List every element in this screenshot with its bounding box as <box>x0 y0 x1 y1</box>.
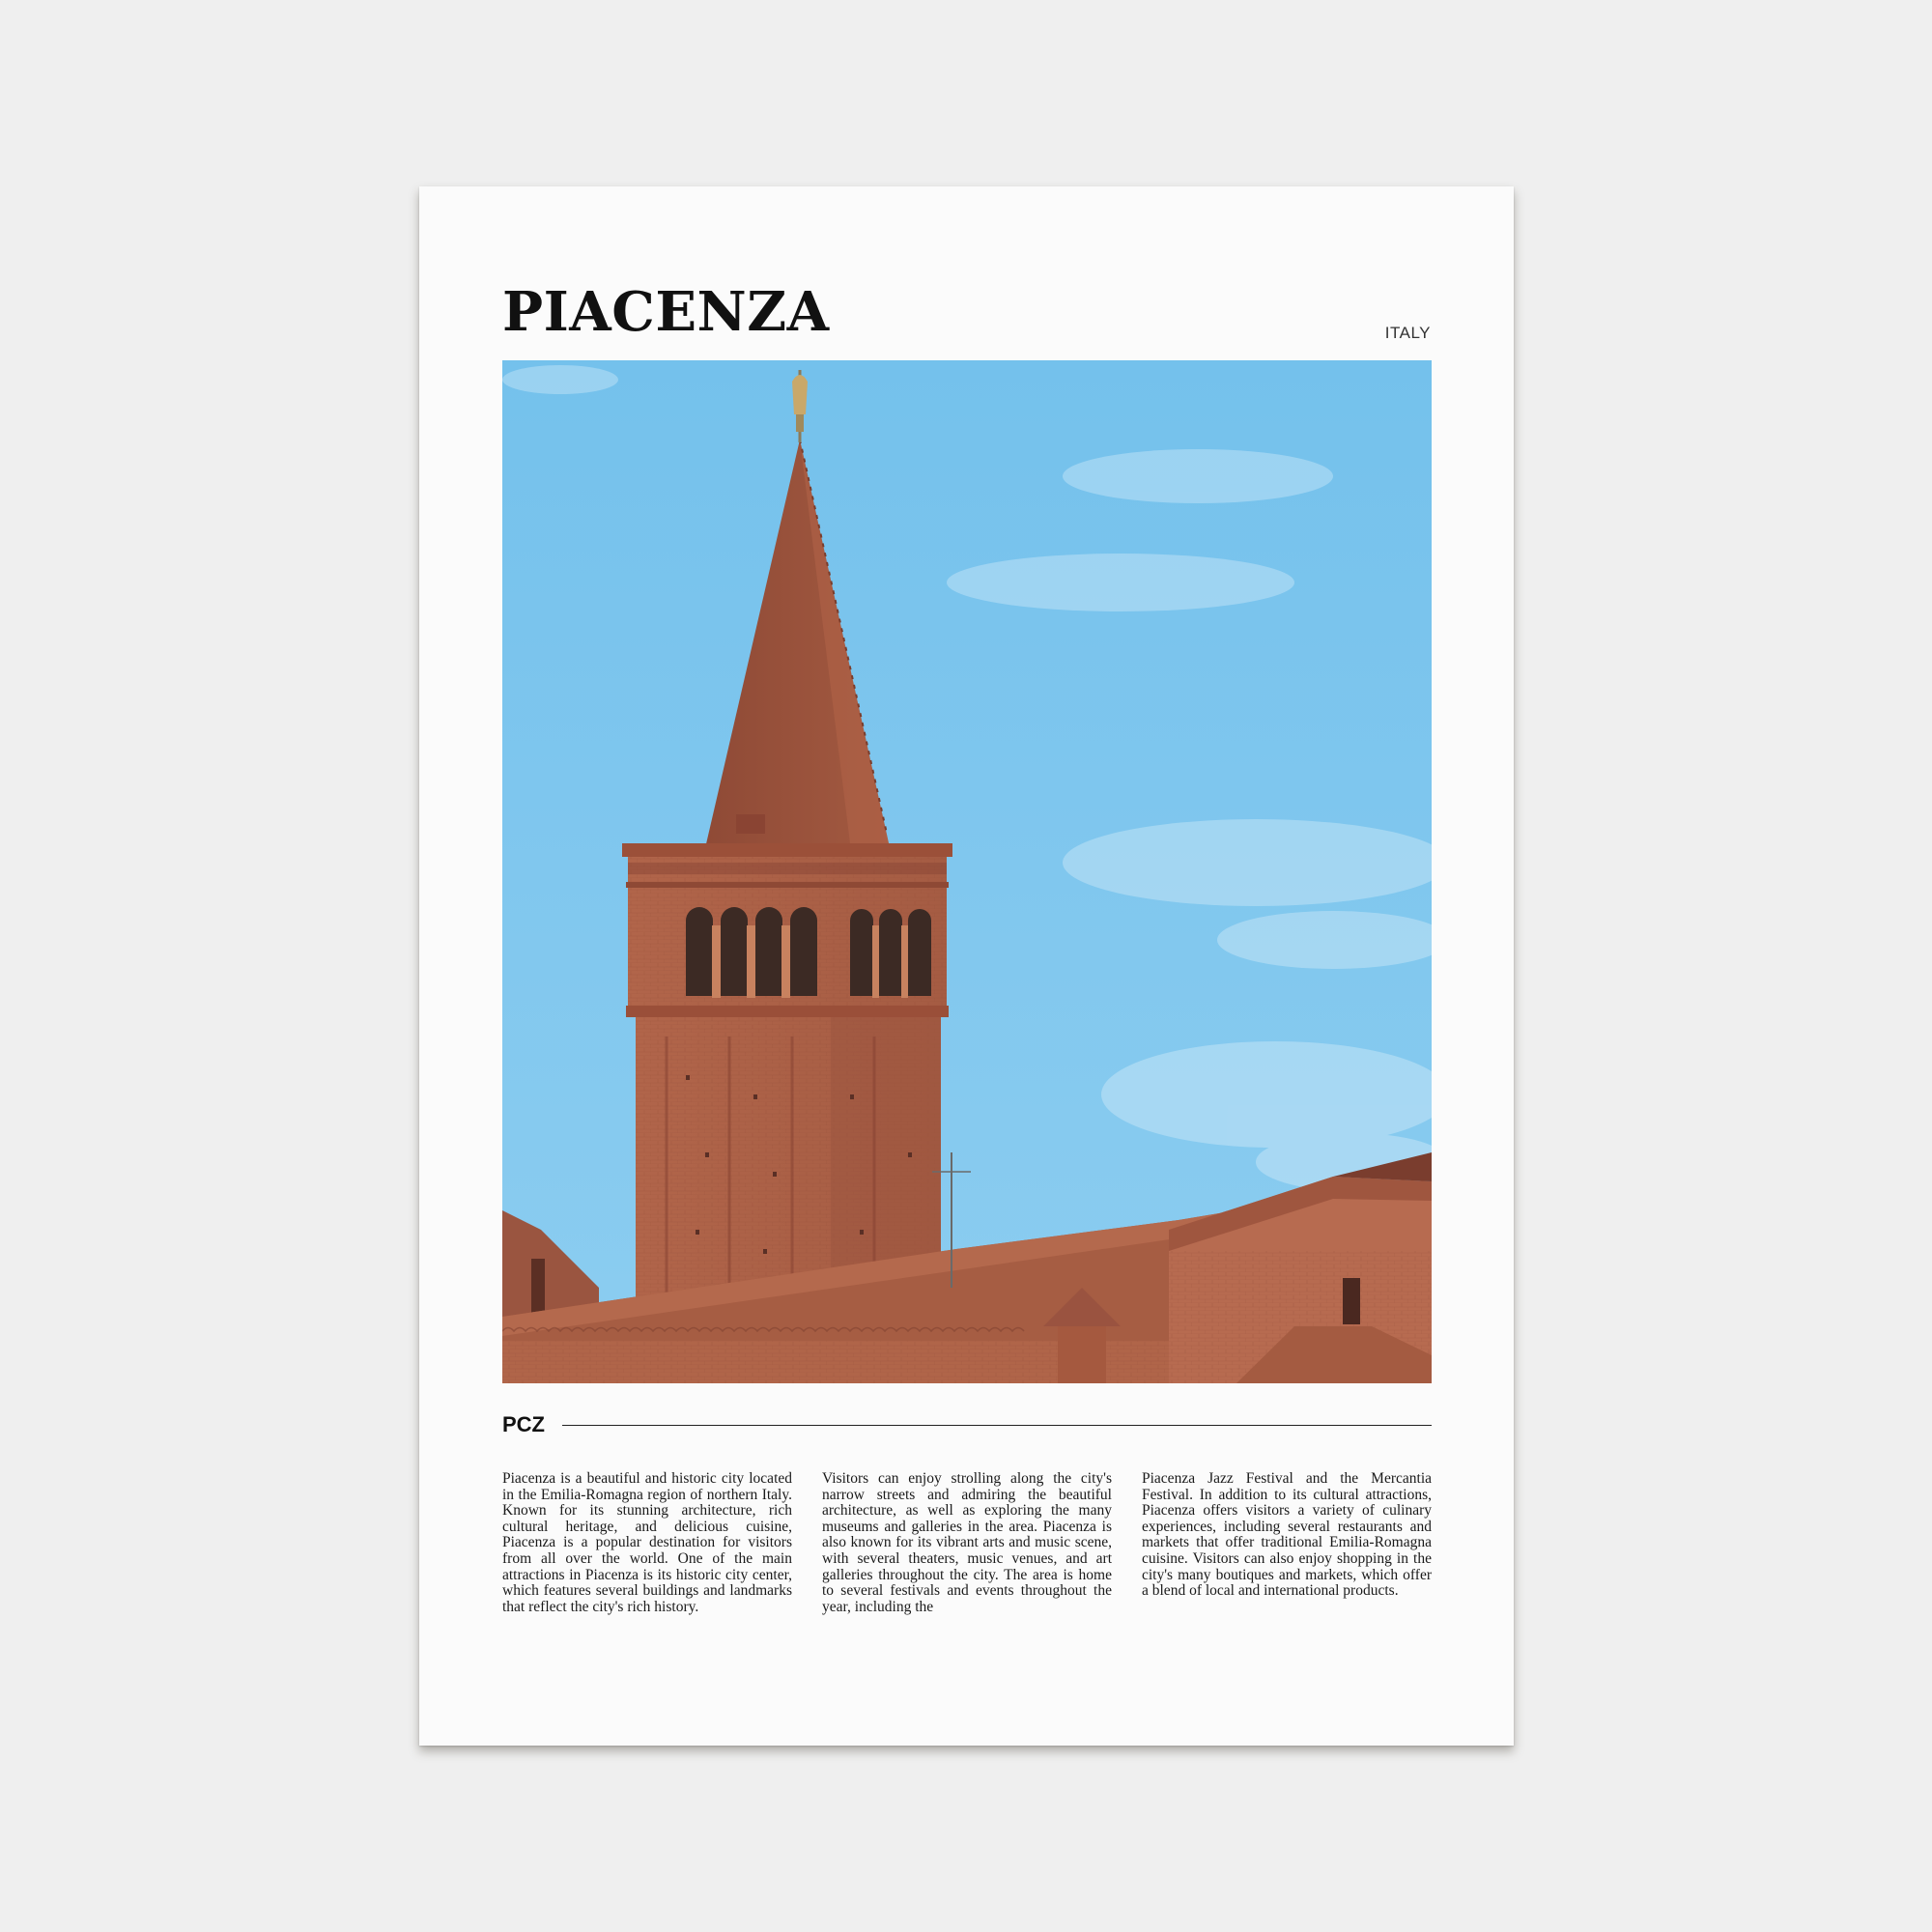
country-label: ITALY <box>1384 324 1431 342</box>
bell-tower-photo <box>502 360 1432 1383</box>
divider-line <box>562 1425 1432 1426</box>
description-column-1: Piacenza is a beautiful and historic city located in the Emilia-Romagna region of northern Italy. Known for its stunning architecture, rich cultural heritage, and delicious cuisine, Piacenza is a popular destination for visitors from all over the world. One of the main attractions in Piacenza is its historic city center, which features several buildings and landmarks that reflect the city's rich history. <box>502 1470 792 1615</box>
description-column-3: Piacenza Jazz Festival and the Mercantia Festival. In addition to its cultural attractions, Piacenza offers visitors a variety of culinary experiences, including several restaurants and markets that offer traditional Emilia-Romagna cuisine. Visitors can also enjoy shopping in the city's many boutiques and markets, which offer a blend of local and international products. <box>1142 1470 1432 1600</box>
poster-title: PIACENZA <box>502 280 830 344</box>
code-row <box>502 1410 1432 1439</box>
city-code: PCZ <box>502 1412 545 1436</box>
travel-poster <box>419 186 1514 1746</box>
description-columns <box>502 1471 1432 1615</box>
description-column-2: Visitors can enjoy strolling along the city's narrow streets and admiring the beautiful architecture, as well as exploring the many museums and galleries in the area. Piacenza is also known for its vibrant arts and music scene, with several theaters, music venues, and art galleries throughout the city. The area is home to several festivals and events throughout the year, including the <box>822 1470 1112 1615</box>
photo-illustration <box>502 360 1432 1383</box>
